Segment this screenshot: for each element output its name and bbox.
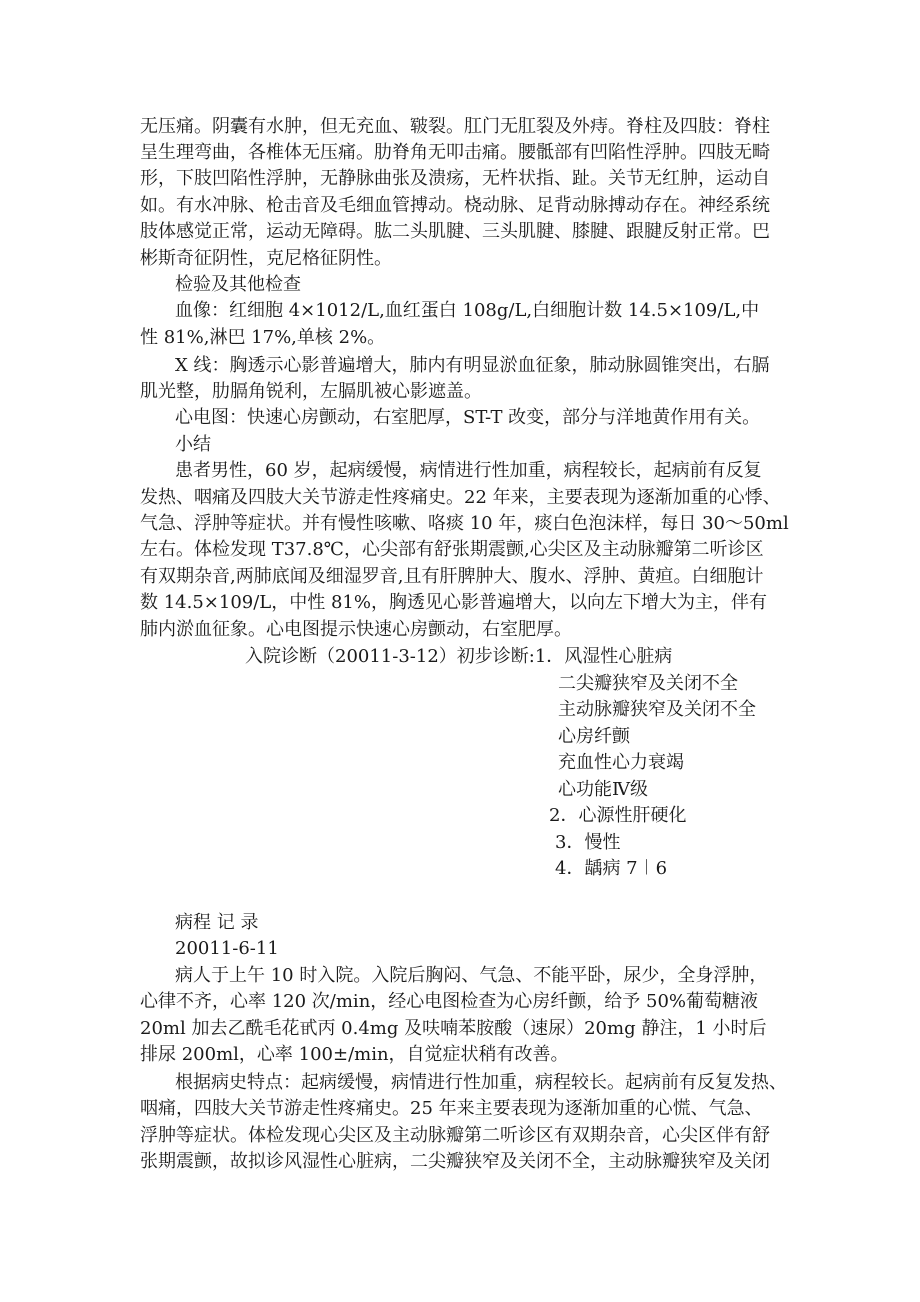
body-line: 20ml 加去乙酰毛花甙丙 0.4mg 及呋喃苯胺酸（速尿）20mg 静注，1 小时后	[140, 1018, 767, 1039]
diagnosis-item: 二尖瓣狭窄及关闭不全	[558, 673, 738, 694]
body-line: 张期震颤，故拟诊风湿性心脏病，二尖瓣狭窄及关闭不全，主动脉瓣狭窄及关闭	[140, 1151, 770, 1172]
section-heading: 小结	[175, 434, 211, 455]
body-line: 呈生理弯曲，各椎体无压痛。肋脊角无叩击痛。腰骶部有凹陷性浮肿。四肢无畸	[140, 142, 770, 163]
body-line: 肺内淤血征象。心电图提示快速心房颤动，右室肥厚。	[140, 619, 572, 640]
section-heading: 病程 记 录	[175, 912, 259, 933]
body-line: 心电图：快速心房颤动，右室肥厚，ST-T 改变，部分与洋地黄作用有关。	[175, 407, 761, 428]
diagnosis-item: 2．心源性肝硬化	[549, 805, 687, 826]
diagnosis-item: 主动脉瓣狭窄及关闭不全	[558, 699, 756, 720]
body-line: 患者男性，60 岁，起病缓慢，病情进行性加重，病程较长，起病前有反复	[175, 460, 762, 481]
diagnosis-item: 心房纤颤	[558, 726, 630, 747]
body-line: 心律不齐，心率 120 次/min，经心电图检查为心房纤颤，给予 50%葡萄糖液	[140, 991, 759, 1012]
record-date: 20011-6-11	[175, 938, 279, 959]
body-line: 病人于上午 10 时入院。入院后胸闷、气急、不能平卧，尿少，全身浮肿，	[175, 965, 768, 986]
body-line: 如。有水冲脉、枪击音及毛细血管搏动。桡动脉、足背动脉搏动存在。神经系统	[140, 195, 770, 216]
body-line: X 线：胸透示心影普遍增大，肺内有明显淤血征象，肺动脉圆锥突出，右膈	[175, 355, 770, 376]
body-line: 形，下肢凹陷性浮肿，无静脉曲张及溃疡，无杵状指、趾。关节无红肿，运动自	[140, 168, 770, 189]
body-line: 彬斯奇征阴性，克尼格征阴性。	[140, 248, 392, 269]
diagnosis-item: 心功能Ⅳ级	[558, 779, 648, 800]
body-line: 左右。体检发现 T37.8℃，心尖部有舒张期震颤,心尖区及主动脉瓣第二听诊区	[140, 539, 764, 560]
body-line: 排尿 200ml，心率 100±/min，自觉症状稍有改善。	[140, 1044, 569, 1065]
diagnosis-item: 充血性心力衰竭	[558, 752, 684, 773]
body-line: 浮肿等症状。体检发现心尖区及主动脉瓣第二听诊区有双期杂音，心尖区伴有舒	[140, 1125, 770, 1146]
body-line: 气急、浮肿等症状。并有慢性咳嗽、咯痰 10 年，痰白色泡沫样，每日 30～50ml	[140, 513, 789, 534]
body-line: 根据病史特点：起病缓慢，病情进行性加重，病程较长。起病前有反复发热、	[175, 1072, 787, 1093]
body-line: 发热、咽痛及四肢大关节游走性疼痛史。22 年来，主要表现为逐渐加重的心悸、	[140, 487, 781, 508]
diagnosis-item: 3．慢性	[555, 832, 621, 853]
diagnosis-item: 4．龋病 7︱6	[555, 858, 668, 879]
body-line: 咽痛，四肢大关节游走性疼痛史。25 年来主要表现为逐渐加重的心慌、气急、	[140, 1098, 763, 1119]
body-line: 血像：红细胞 4×1012/L,血红蛋白 108g/L,白细胞计数 14.5×109/L,中	[175, 300, 760, 321]
diagnosis-heading: 入院诊断（20011-3-12）初步诊断:1．风湿性心脏病	[245, 646, 673, 667]
section-heading: 检验及其他检查	[175, 274, 301, 295]
body-line: 肢体感觉正常，运动无障碍。肱二头肌腱、三头肌腱、膝腱、跟腱反射正常。巴	[140, 221, 770, 242]
body-line: 性 81%,淋巴 17%,单核 2%。	[140, 327, 386, 348]
body-line: 数 14.5×109/L，中性 81%，胸透见心影普遍增大，以向左下增大为主，伴有	[140, 592, 767, 613]
body-line: 肌光整，肋膈角锐利，左膈肌被心影遮盖。	[140, 381, 482, 402]
body-line: 无压痛。阴囊有水肿，但无充血、皲裂。肛门无肛裂及外痔。脊柱及四肢：脊柱	[140, 116, 770, 137]
body-line: 有双期杂音,两肺底闻及细湿罗音,且有肝脾肿大、腹水、浮肿、黄疸。白细胞计	[140, 566, 764, 587]
